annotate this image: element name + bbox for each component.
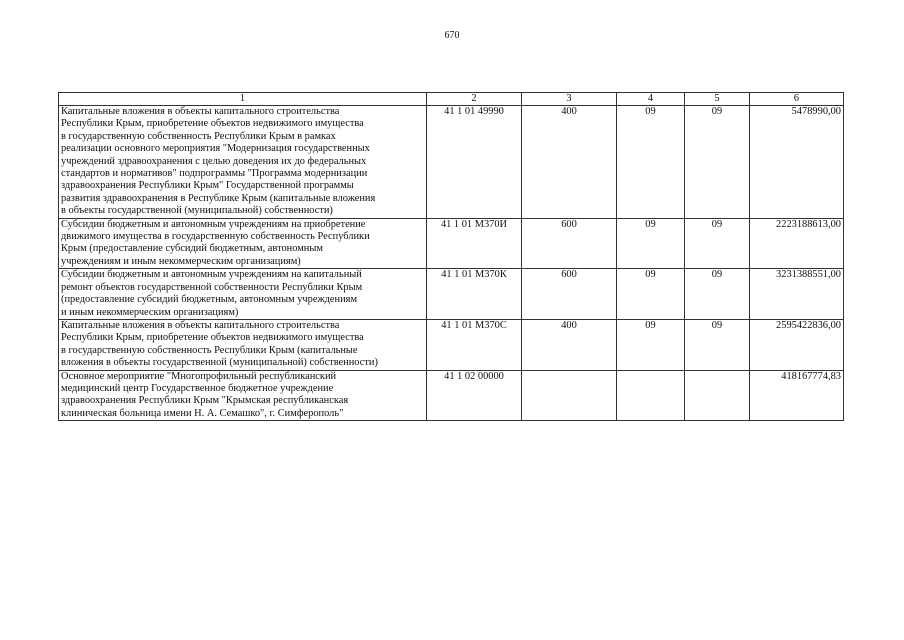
description-line: реализации основного мероприятия "Модернизация государственных xyxy=(61,143,370,155)
description-line: в объекты государственной (муниципальной) собственности) xyxy=(61,205,333,217)
row-description xyxy=(59,370,427,421)
description-line: стандартов и нормативов" подпрограммы "Программа модернизации xyxy=(61,168,368,180)
row-amount: 3231388551,00 xyxy=(750,269,844,320)
page-number: 670 xyxy=(444,30,460,41)
table-body xyxy=(59,106,844,421)
row-subsection: 09 xyxy=(685,319,750,370)
row-subsection: 09 xyxy=(685,106,750,219)
description-line: Основное мероприятие "Многопрофильный республиканский xyxy=(61,370,337,382)
header-col-3: 3 xyxy=(522,93,617,106)
header-col-6: 6 xyxy=(750,93,844,106)
row-expense-type: 600 xyxy=(522,269,617,320)
description-line: учреждениям и иным некоммерческим организациям) xyxy=(61,255,301,267)
row-description xyxy=(59,269,427,320)
description-line: здравоохранения Республики Крым" Государственной программы xyxy=(61,180,354,192)
row-subsection xyxy=(685,370,750,421)
row-target-code: 41 1 01 49990 xyxy=(427,106,522,219)
row-section: 09 xyxy=(617,218,685,269)
description-line: Субсидии бюджетным и автономным учреждениям на приобретение xyxy=(61,218,366,230)
description-line: Капитальные вложения в объекты капитального строительства xyxy=(61,319,340,331)
table-row xyxy=(59,106,844,219)
row-amount: 2595422836,00 xyxy=(750,319,844,370)
row-description xyxy=(59,218,427,269)
row-expense-type: 400 xyxy=(522,106,617,219)
row-expense-type: 400 xyxy=(522,319,617,370)
description-line: медицинский центр Государственное бюджетное учреждение xyxy=(61,382,334,394)
description-line: развития здравоохранения в Республике Крым (капитальные вложения xyxy=(61,192,376,204)
header-col-4: 4 xyxy=(617,93,685,106)
row-target-code: 41 1 01 М370К xyxy=(427,269,522,320)
description-line: Субсидии бюджетным и автономным учреждениям на капитальный xyxy=(61,269,362,281)
table-row xyxy=(59,319,844,370)
row-expense-type xyxy=(522,370,617,421)
row-expense-type: 600 xyxy=(522,218,617,269)
description-line: учреждений здравоохранения с целью доведения их до федеральных xyxy=(61,155,367,167)
header-row xyxy=(59,93,844,106)
row-subsection: 09 xyxy=(685,218,750,269)
table-row xyxy=(59,269,844,320)
description-line: клиническая больница имени Н. А. Семашко", г. Симферополь" xyxy=(61,407,344,419)
description-line: (предоставление субсидий бюджетным, автономным учреждениям xyxy=(61,294,358,306)
row-section xyxy=(617,370,685,421)
row-amount: 5478990,00 xyxy=(750,106,844,219)
description-line: вложения в объекты государственной (муниципальной) собственности) xyxy=(61,357,378,369)
row-subsection: 09 xyxy=(685,269,750,320)
row-description xyxy=(59,106,427,219)
table-row xyxy=(59,218,844,269)
row-section: 09 xyxy=(617,269,685,320)
description-line: движимого имущества в государственную собственность Республики xyxy=(61,231,370,243)
budget-table xyxy=(58,92,844,421)
description-line: в государственную собственность Республики Крым в рамках xyxy=(61,130,336,142)
header-col-1: 1 xyxy=(59,93,427,106)
description-line: Крым (предоставление субсидий бюджетным, автономным xyxy=(61,243,323,255)
row-target-code: 41 1 01 М370И xyxy=(427,218,522,269)
header-col-2: 2 xyxy=(427,93,522,106)
description-line: Капитальные вложения в объекты капитального строительства xyxy=(61,106,340,117)
row-amount: 2223188613,00 xyxy=(750,218,844,269)
description-line: ремонт объектов государственной собственности Республики Крым xyxy=(61,281,363,293)
description-line: Республики Крым, приобретение объектов недвижимого имущества xyxy=(61,332,364,344)
description-line: здравоохранения Республики Крым "Крымская республиканская xyxy=(61,395,349,407)
table-row xyxy=(59,370,844,421)
description-line: Республики Крым, приобретение объектов недвижимого имущества xyxy=(61,118,364,130)
row-target-code: 41 1 02 00000 xyxy=(427,370,522,421)
description-line: в государственную собственность Республики Крым (капитальные xyxy=(61,344,358,356)
row-amount: 418167774,83 xyxy=(750,370,844,421)
header-col-5: 5 xyxy=(685,93,750,106)
row-description xyxy=(59,319,427,370)
row-section: 09 xyxy=(617,319,685,370)
description-line: и иным некоммерческим организациям) xyxy=(61,306,239,318)
row-section: 09 xyxy=(617,106,685,219)
row-target-code: 41 1 01 М370С xyxy=(427,319,522,370)
